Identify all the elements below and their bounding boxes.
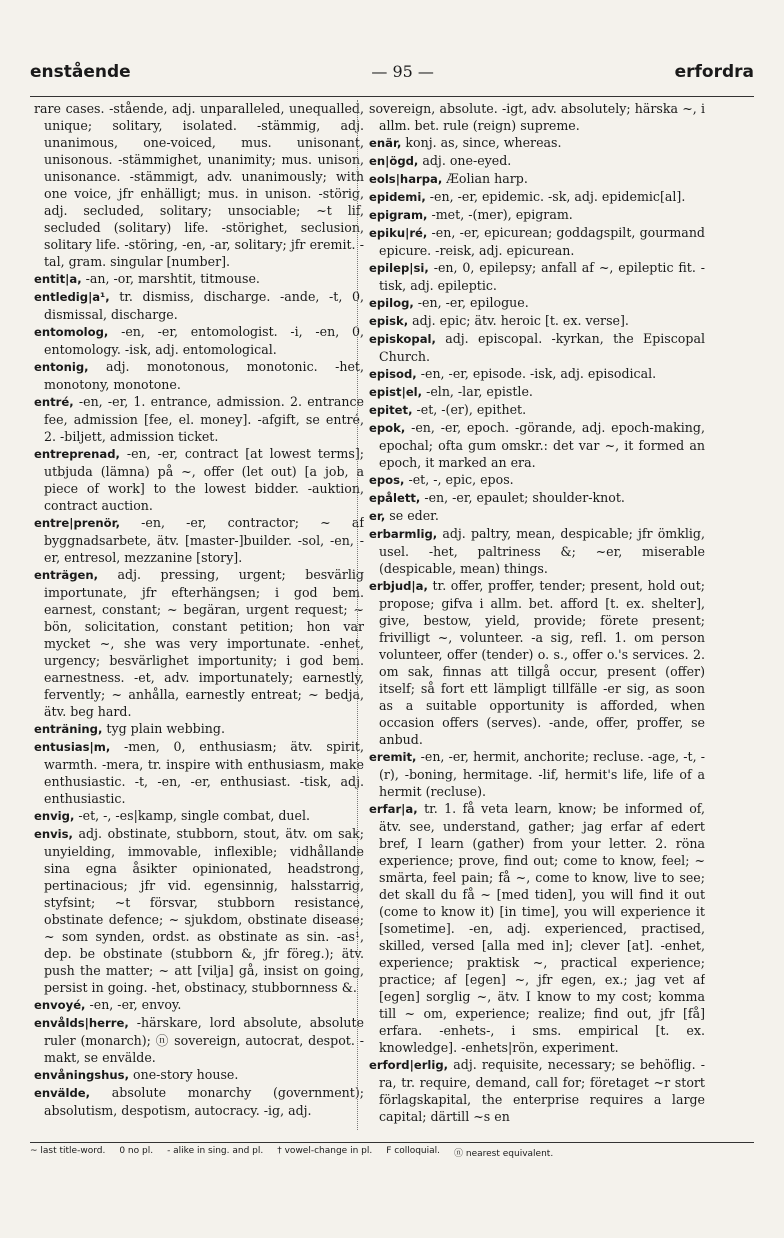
dictionary-entry — [369, 152, 705, 170]
entry-headword: epålett, — [369, 491, 421, 505]
entry-headword: epist|el, — [369, 385, 423, 399]
entry-headword: eols|harpa, — [369, 172, 443, 186]
entry-definition: -en, -er, epaulet; shoulder-knot. — [424, 490, 625, 505]
entry-headword: envälde, — [34, 1086, 91, 1100]
dictionary-entry — [369, 294, 705, 312]
abbreviation-key-item: F colloquial. — [386, 1146, 441, 1156]
abbreviation-key-item: ⓝ nearest equivalent. — [454, 1149, 554, 1159]
entry-headword: erbjud|a, — [369, 579, 428, 593]
dictionary-entry — [34, 807, 364, 825]
entry-definition: adj. episcopal. -kyrkan, the Episcopal Church. — [379, 331, 705, 364]
entry-definition: adj. one-eyed. — [422, 153, 512, 168]
entry-headword: enär, — [369, 136, 402, 150]
entry-headword: eremit, — [369, 750, 417, 764]
dictionary-entry — [34, 393, 364, 445]
entry-definition: se eder. — [389, 508, 439, 523]
entry-definition: adj. epic; ätv. heroic [t. ex. verse]. — [412, 313, 629, 328]
dictionary-entry — [369, 330, 705, 365]
entry-headword: episk, — [369, 314, 409, 328]
entry-headword: entomolog, — [34, 325, 109, 339]
entry-headword: envåningshus, — [34, 1068, 129, 1082]
dictionary-entry — [34, 1066, 364, 1084]
entry-definition: tr. offer, proffer, tender; present, hold out; propose; gifva i allm. bet. afford [t. ex. shelter], give, bestow, yield, provide; förete present; frivilligt ~, volunteer. -a sig, refl. 1. om person volunteer, offer (tender) o. s., offer o.'s services. 2. om sak, finnas att tillgå occur, present (offer) itself; så fort ett lämpligt tillfälle -er sig, as soon as a suitable opportunity is afforded, when occasion offers (serves). -ande, offer, proffer, se anbud. — [379, 578, 705, 747]
entry-headword: entonig, — [34, 360, 89, 374]
entry-definition: adj. pressing, urgent; besvärlig importunate, jfr efterhängsen; i god bem. earnest, constant; ~ begäran, urgent request; ~ bön, solicitation, constant petition; hon var mycket ~, she was very importunate. -enhet, urgency; besvärlighet importunity; i god bem. earnestness. -et, adv. importunately; earnestly, fervently; ~ anhålla, earnestly entreat; ~ bedja, ätv. beg hard. — [44, 567, 364, 719]
dictionary-entry — [34, 358, 364, 393]
page-header — [30, 62, 754, 92]
entry-headword: enträning, — [34, 722, 103, 736]
dictionary-entry — [34, 1014, 364, 1066]
dictionary-entry — [369, 312, 705, 330]
abbreviation-key-item: † vowel-change in pl. — [277, 1146, 373, 1156]
header-left-guideword: enstående — [30, 62, 131, 82]
dictionary-entry — [34, 445, 364, 514]
dictionary-entry — [369, 748, 705, 800]
entry-definition: absolute monarchy (government); absolutism, despotism, autocracy. -ig, adj. — [44, 1085, 364, 1118]
entry-definition: -en, -er, entomologist. -i, -en, 0, entomology. -isk, adj. entomological. — [44, 324, 364, 357]
dictionary-entry — [369, 507, 705, 525]
entry-headword: erford|erlig, — [369, 1058, 449, 1072]
dictionary-entry — [369, 259, 705, 294]
entry-definition: sovereign, absolute. -igt, adv. absolutely; härska ~, i allm. bet. rule (reign) supreme. — [369, 101, 705, 133]
abbreviation-key-item: ~ last title-word. — [30, 1146, 106, 1156]
entry-headword: epitet, — [369, 403, 413, 417]
entry-definition: adj. obstinate, stubborn, stout, ätv. om sak; unyielding, immovable, inflexible; vidhållande sina egna åsikter opinionated, headstrong, pertinacious; jfr vid. egensinnig, halsstarrig, styfsint; ~t försvar, stubborn resistance, obstinate defence; ~ sjukdom, obstinate disease; ~ som synden, ordst. as obstinate as sin. -as¹, dep. be obstinate (stubborn &, jfr föreg.); ätv. push the matter; ~ att [vilja] gå, insist on going, persist in going. -het, obstinacy, stubbornness &. — [44, 826, 364, 995]
entry-definition: -et, -, epic, epos. — [408, 472, 514, 487]
entry-headword: en|ögd, — [369, 154, 419, 168]
entry-headword: envoyé, — [34, 998, 86, 1012]
entry-headword: epigram, — [369, 208, 428, 222]
footer-rule — [30, 1142, 754, 1143]
dictionary-entry — [34, 323, 364, 358]
entry-headword: enträgen, — [34, 568, 99, 582]
dictionary-entry — [369, 419, 705, 471]
dictionary-entry — [369, 188, 705, 206]
abbreviation-key-item: 0 no pl. — [119, 1146, 154, 1156]
abbreviation-key-item: - alike in sing. and pl. — [167, 1146, 264, 1156]
entry-definition: -en, -er, epidemic. -sk, adj. epidemic[al]. — [429, 189, 686, 204]
entry-definition: -en, -er, episode. -isk, adj. episodical. — [420, 366, 657, 381]
dictionary-entry — [34, 825, 364, 996]
entry-definition: -en, -er, contractor; ~ af byggnadsarbete, ätv. [master-]builder. -sol, -en, -er, entresol, mezzanine [story]. — [44, 515, 364, 565]
dictionary-entry — [369, 170, 705, 188]
entry-definition: -en, -er, contract [at lowest terms]; utbjuda (lämna) på ~, offer (let out) [a job, a piece of work] to the lowest bidder. -auktion, contract auction. — [44, 446, 364, 513]
entry-headword: epok, — [369, 421, 406, 435]
entry-definition: -met, -(mer), epigram. — [431, 207, 573, 222]
entry-definition: konj. as, since, whereas. — [405, 135, 562, 150]
entry-definition: -härskare, lord absolute, absolute ruler (monarch); ⓝ sovereign, autocrat, despot. -makt, se envälde. — [44, 1015, 364, 1065]
entry-definition: rare cases. -stående, adj. unparalleled, unequalled, unique; solitary, isolated. -stämmig, adj. unanimous, one-voiced, mus. unisonant, unisonous. -stämmighet, unanimity; mus. unison, unisonance. -stämmigt, adv. unanimously; with one voice, jfr enhälligt; mus. in unison. -störig, adj. secluded, solitary; unsociable; ~t lif, secluded (solitary) life. -störighet, seclusion, solitary life. -störing, -en, -ar, solitary; jfr eremit. -tal, gram. singular [number]. — [34, 101, 364, 269]
dictionary-entry — [369, 365, 705, 383]
entry-headword: entre|prenör, — [34, 516, 120, 530]
dictionary-entry — [369, 489, 705, 507]
entry-definition: tr. dismiss, discharge. -ande, -t, 0, dismissal, discharge. — [44, 289, 364, 322]
entry-definition: -en, -er, envoy. — [89, 997, 182, 1012]
entry-headword: epiku|ré, — [369, 226, 428, 240]
entry-definition: -en, -er, epilogue. — [417, 295, 529, 310]
entry-definition: tr. 1. få veta learn, know; be informed of, ätv. see, understand, gather; jag erfar af edert bref, I learn (gather) from your letter. 2. röna experience; prove, find out; come to know, feel; ~ smärta, feel pain; få ~, come to know, live to see; det skall du få ~ [med tiden], you will find it out (come to know it) [in time], you will experience it [sometime]. -en, adj. experienced, practised, skilled, versed [alla med in]; clever [at]. -enhet, experience; praktisk ~, practical experience; practice; af [egen] ~, jfr egen, ex.; jag vet af [egen] sorglig ~, ätv. I know to my cost; komma till ~ om, experience; realize; find out, jfr [få] erfara. -enhets-, i sms. empirical [t. ex. knowledge]. -enhets|rön, experiment. — [379, 801, 705, 1055]
entry-headword: er, — [369, 509, 386, 523]
entry-headword: entledig|a¹, — [34, 290, 110, 304]
entry-headword: epidemi, — [369, 190, 426, 204]
entry-headword: envålds|herre, — [34, 1016, 129, 1030]
left-column — [34, 100, 364, 1135]
entry-definition: tyg plain webbing. — [106, 721, 225, 736]
dictionary-entry — [34, 1084, 364, 1119]
dictionary-entry — [369, 134, 705, 152]
entry-headword: entré, — [34, 395, 74, 409]
entry-definition: -en, -er, epicurean; goddagspilt, gourmand epicure. -reisk, adj. epicurean. — [379, 225, 705, 258]
dictionary-entry — [34, 738, 364, 807]
dictionary-entry — [369, 577, 705, 748]
entry-definition: adj. monotonous, monotonic. -het, monotony, monotone. — [44, 359, 364, 392]
dictionary-entry — [34, 514, 364, 566]
dictionary-entry — [369, 525, 705, 577]
dictionary-entry — [34, 566, 364, 720]
dictionary-entry — [34, 100, 364, 270]
entry-headword: erfar|a, — [369, 802, 418, 816]
entry-definition: -et, -(er), epithet. — [416, 402, 527, 417]
dictionary-entry — [34, 720, 364, 738]
dictionary-entry — [34, 288, 364, 323]
entry-definition: -an, -or, marshtit, titmouse. — [85, 271, 260, 286]
header-rule — [30, 96, 754, 97]
entry-headword: episod, — [369, 367, 417, 381]
entry-definition: -et, -, -es|kamp, single combat, duel. — [78, 808, 310, 823]
dictionary-entry — [369, 471, 705, 489]
entry-definition: adj. requisite, necessary; se behöflig. -ra, tr. require, demand, call for; företaget ~r stort förlagskapital, the enterprise requires a large capital; därtill ~s en — [379, 1057, 705, 1124]
dictionary-entry — [369, 1056, 705, 1125]
entry-headword: envig, — [34, 809, 75, 823]
dictionary-entry — [369, 800, 705, 1056]
entry-definition: Æolian harp. — [446, 171, 528, 186]
entry-definition: one-story house. — [133, 1067, 239, 1082]
abbreviation-key — [30, 1146, 754, 1159]
entry-headword: envis, — [34, 827, 73, 841]
entry-definition: -eln, -lar, epistle. — [426, 384, 533, 399]
entry-headword: entreprenad, — [34, 447, 120, 461]
dictionary-entry — [369, 206, 705, 224]
entry-headword: epos, — [369, 473, 405, 487]
entry-headword: epilep|si, — [369, 261, 429, 275]
entry-headword: entusias|m, — [34, 740, 111, 754]
entry-headword: epilog, — [369, 296, 414, 310]
dictionary-entry — [34, 270, 364, 288]
entry-definition: -en, 0, epilepsy; anfall af ~, epileptic fit. -tisk, adj. epileptic. — [379, 260, 705, 293]
dictionary-entry — [369, 401, 705, 419]
dictionary-entry — [369, 100, 705, 134]
header-right-guideword: erfordra — [674, 62, 754, 82]
entry-definition: -en, -er, hermit, anchorite; recluse. -age, -t, -(r), -boning, hermitage. -lif, hermit's life, life of a hermit (recluse). — [379, 749, 705, 799]
page-number: — 95 — — [371, 62, 434, 81]
entry-definition: -en, -er, epoch. -görande, adj. epoch-making, epochal; ofta gum omskr.: det var ~, it formed an epoch, it marked an era. — [379, 420, 705, 470]
entry-headword: episkopal, — [369, 332, 436, 346]
entry-definition: adj. paltry, mean, despicable; jfr ömklig, usel. -het, paltriness &; ~er, miserable (despicable, mean) things. — [379, 526, 705, 576]
entry-headword: entit|a, — [34, 272, 82, 286]
right-column — [369, 100, 705, 1135]
entry-definition: -en, -er, 1. entrance, admission. 2. entrance fee, admission [fee, el. money]. -afgift, se entré, 2. -biljett, admission ticket. — [44, 394, 364, 444]
column-divider — [357, 100, 358, 1130]
dictionary-entry — [34, 996, 364, 1014]
entry-headword: erbarmlig, — [369, 527, 438, 541]
dictionary-entry — [369, 224, 705, 259]
entry-definition: -men, 0, enthusiasm; ätv. spirit, warmth. -mera, tr. inspire with enthusiasm, make enthusiastic. -t, -en, -er, enthusiast. -tisk, adj. enthusiastic. — [44, 739, 364, 806]
dictionary-entry — [369, 383, 705, 401]
